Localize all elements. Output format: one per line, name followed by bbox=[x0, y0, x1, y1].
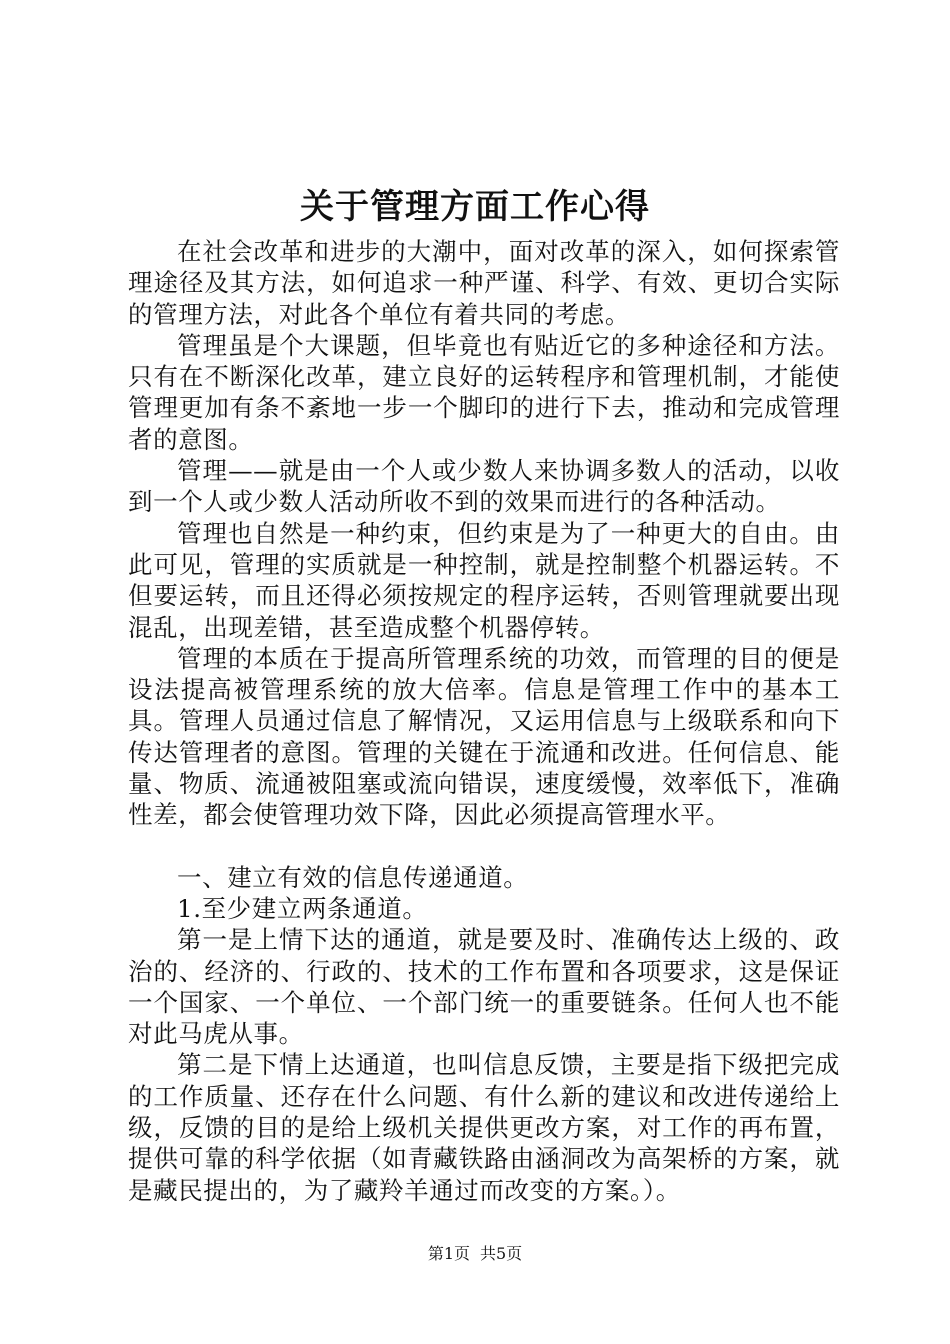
section-heading-1: 一、建立有效的信息传递通道。 bbox=[177, 862, 529, 892]
page-number: 第1页 bbox=[427, 1244, 470, 1263]
paragraph-topic: 管理虽是个大课题，但毕竟也有贴近它的多种途径和方法。只有在不断深化改革，建立良好的运转程序和管理机制，才能使管理更加有条不紊地一步一个脚印的进行下去，推动和完成管理者的意图。 bbox=[128, 330, 840, 454]
paragraph-channel-up: 第二是下情上达通道，也叫信息反馈，主要是指下级把完成的工作质量、还存在什么问题、有什么新的建议和改进传递给上级，反馈的目的是给上级机关提供更改方案，对工作的再布置，提供可靠的科学依据（如青藏铁路由涵洞改为高架桥的方案，就是藏民提出的，为了藏羚羊通过而改变的方案。）。 bbox=[128, 1050, 840, 1205]
subsection-heading-1: 1.至少建立两条通道。 bbox=[177, 893, 428, 923]
paragraph-constraint: 管理也自然是一种约束，但约束是为了一种更大的自由。由此可见，管理的实质就是一种控制，就是控制整个机器运转。不但要运转，而且还得必须按规定的程序运转，否则管理就要出现混乱，出现差错，甚至造成整个机器停转。 bbox=[128, 518, 840, 642]
document-body bbox=[128, 236, 840, 1206]
paragraph-intro: 在社会改革和进步的大潮中，面对改革的深入，如何探索管理途径及其方法，如何追求一种严谨、科学、有效、更切合实际的管理方法，对此各个单位有着共同的考虑。 bbox=[128, 237, 840, 329]
page-footer bbox=[0, 1243, 950, 1265]
page-total: 共5页 bbox=[480, 1244, 523, 1263]
paragraph-essence: 管理的本质在于提高所管理系统的功效，而管理的目的便是设法提高被管理系统的放大倍率。信息是管理工作中的基本工具。管理人员通过信息了解情况，又运用信息与上级联系和向下传达管理者的意图。管理的关键在于流通和改进。任何信息、能量、物质、流通被阻塞或流向错误，速度缓慢，效率低下，准确性差，都会使管理功效下降，因此必须提高管理水平。 bbox=[128, 643, 840, 830]
paragraph-definition: 管理——就是由一个人或少数人来协调多数人的活动，以收到一个人或少数人活动所收不到的效果而进行的各种活动。 bbox=[128, 456, 840, 517]
paragraph-channel-down: 第一是上情下达的通道，就是要及时、准确传达上级的、政治的、经济的、行政的、技术的工作布置和各项要求，这是保证一个国家、一个单位、一个部门统一的重要链条。任何人也不能对此马虎从事。 bbox=[128, 925, 840, 1049]
document-title: 关于管理方面工作心得 bbox=[300, 187, 650, 227]
